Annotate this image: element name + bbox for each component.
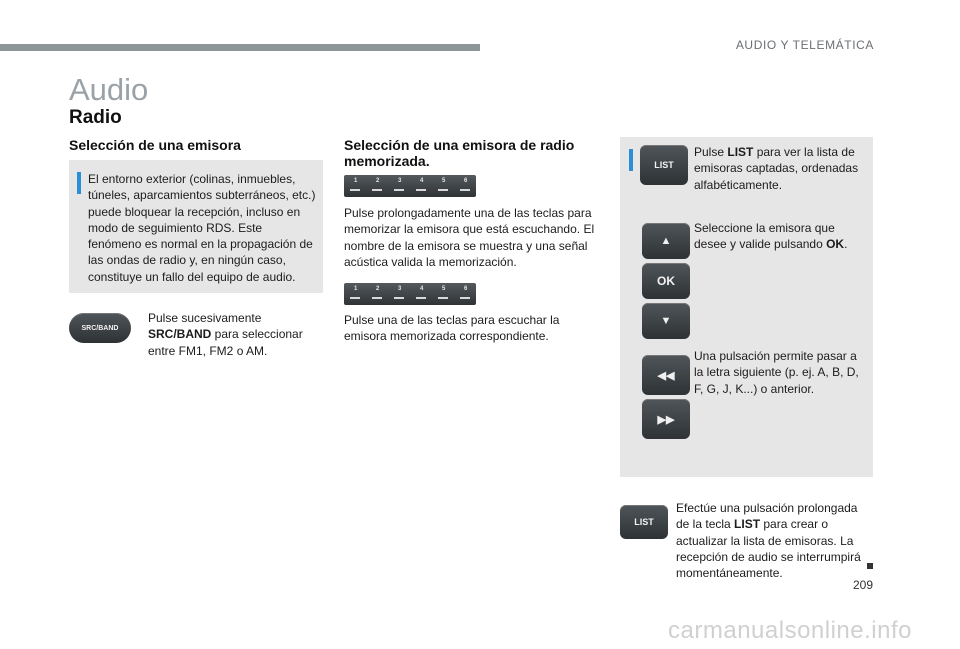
list-button[interactable] <box>640 145 688 185</box>
preset-2[interactable]: 2 <box>376 178 380 184</box>
preset-2b[interactable]: 2 <box>376 286 380 292</box>
ok-label: OK <box>657 274 675 288</box>
letter-instruction: Una pulsación permite pasar a la letra siguiente (p. ej. A, B, D, F, G, J, K...) o anterior. <box>694 349 859 396</box>
list-instruction: Pulse LIST para ver la lista de emisoras captadas, ordenadas alfabéticamente. <box>694 145 859 192</box>
preset-keys-row[interactable] <box>344 175 476 197</box>
end-marker <box>867 563 873 569</box>
col1-heading: Selección de una emisora <box>69 137 241 153</box>
down-button[interactable] <box>642 303 690 339</box>
list-label: LIST <box>654 160 674 170</box>
preset-1[interactable]: 1 <box>354 178 358 184</box>
info-icon <box>629 149 633 171</box>
src-band-label: SRC/BAND <box>81 324 119 332</box>
memorize-instruction: Pulse prolongadamente una de las teclas para memorizar la emisora que está escuchando. El nombre de la emisora se muestra y una señal acústica valida la memorización. <box>344 206 595 269</box>
info-icon <box>77 172 81 194</box>
preset-1b[interactable]: 1 <box>354 286 358 292</box>
up-button[interactable] <box>642 223 690 259</box>
select-instruction: Seleccione la emisora que desee y valide pulsando OK. <box>694 221 848 252</box>
next-letter-button[interactable] <box>642 399 690 439</box>
section-title: AUDIO Y TELEMÁTICA <box>735 38 874 52</box>
fast-forward-icon: ▶▶ <box>657 413 675 426</box>
rewind-icon: ◀◀ <box>657 369 675 382</box>
preset-6b[interactable]: 6 <box>464 286 468 292</box>
preset-5[interactable]: 5 <box>442 178 446 184</box>
watermark: carmanualsonline.info <box>668 617 912 644</box>
ok-button[interactable] <box>642 263 690 299</box>
preset-keys-row-2[interactable] <box>344 283 476 305</box>
preset-3b[interactable]: 3 <box>398 286 402 292</box>
info-text-reception: El entorno exterior (colinas, inmuebles, túneles, aparcamientos subterráneos, etc.) puede bloquear la recepción, incluso en modo de seguimiento RDS. Este fenómeno es normal en la propagación de las ondas de radio y, en ningún caso, constituye un fallo del equipo de audio. <box>88 172 316 284</box>
info-box-list <box>620 137 873 477</box>
up-arrow-icon: ▲ <box>660 235 672 247</box>
col2-heading: Selección de una emisora de radio memorizada. <box>344 137 575 169</box>
preset-4[interactable]: 4 <box>420 178 424 184</box>
preset-3[interactable]: 3 <box>398 178 402 184</box>
page-subtitle: Radio <box>69 107 122 128</box>
page-title: Audio <box>69 72 149 107</box>
recall-instruction: Pulse una de las teclas para escuchar la emisora memorizada correspondiente. <box>344 313 560 344</box>
page-number: 209 <box>852 578 873 592</box>
list-long-press-instruction: Efectúe una pulsación prolongada de la tecla LIST para crear o actualizar la lista de emisoras. La recepción de audio se interrumpirá momentáneamente. <box>676 501 861 581</box>
preset-4b[interactable]: 4 <box>420 286 424 292</box>
src-band-instruction: Pulse sucesivamente SRC/BAND para seleccionar entre FM1, FM2 o AM. <box>148 311 303 358</box>
info-box-reception <box>69 160 323 293</box>
previous-letter-button[interactable] <box>642 355 690 395</box>
header-rule <box>0 44 480 51</box>
src-band-button[interactable] <box>69 313 131 343</box>
list-label-long: LIST <box>634 517 654 527</box>
list-button-long[interactable] <box>620 505 668 539</box>
preset-5b[interactable]: 5 <box>442 286 446 292</box>
preset-6[interactable]: 6 <box>464 178 468 184</box>
down-arrow-icon: ▼ <box>660 315 672 327</box>
